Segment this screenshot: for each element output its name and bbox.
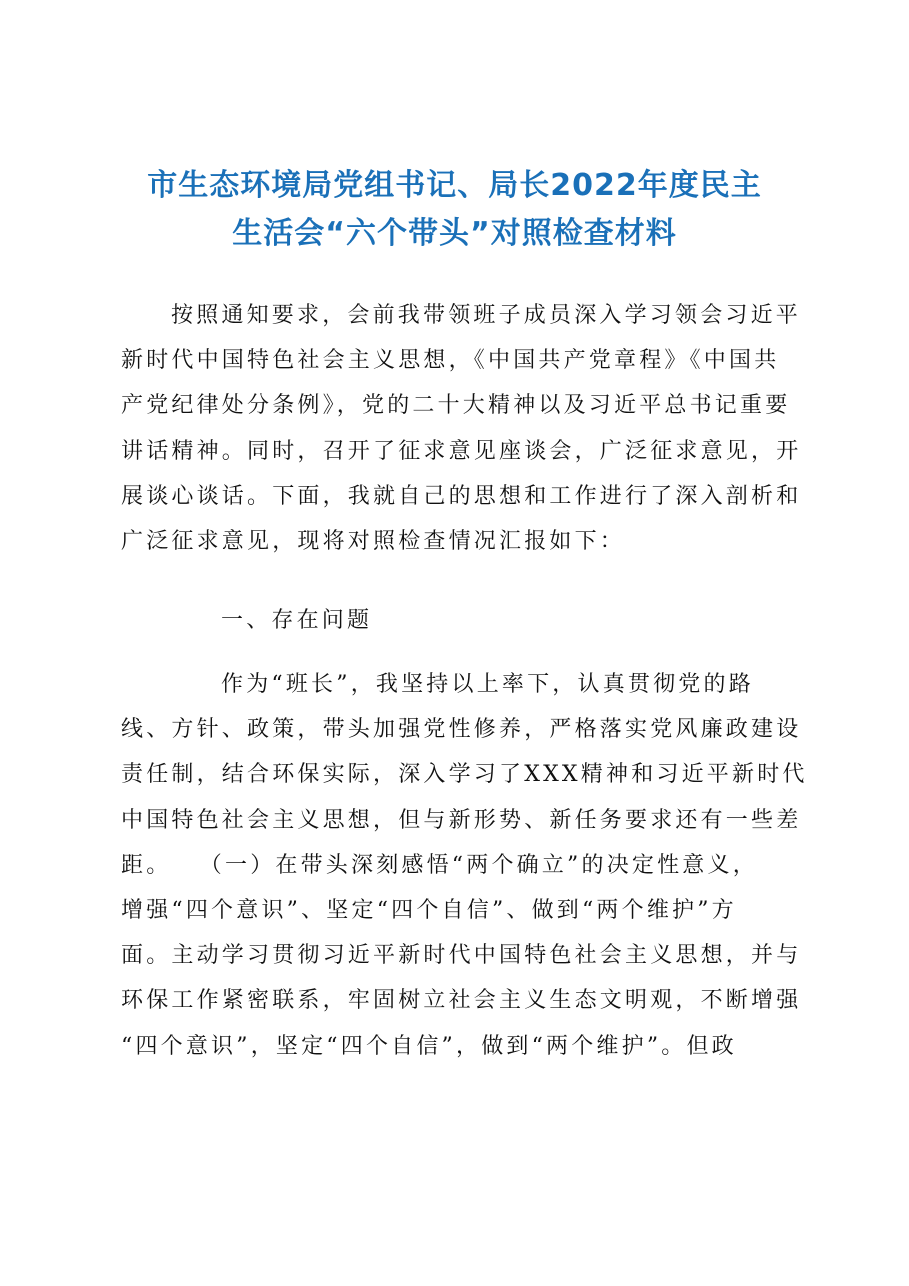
- title-line-1: 市生态环境局党组书记、局长2022年度民主: [147, 168, 762, 203]
- paragraph-line: 产党纪律处分条例》，党的二十大精神以及习近平总书记重要: [121, 393, 791, 419]
- paragraph-line: 面。主动学习贯彻习近平新时代中国特色社会主义思想，并与: [121, 943, 802, 969]
- paragraph-line: 展谈心谈话。下面，我就自己的思想和工作进行了深入剖析和: [121, 483, 802, 509]
- paragraph-line: 距。 （一）在带头深刻感悟“两个确立”的决定性意义，: [121, 852, 758, 878]
- section-heading: 一、存在问题: [221, 608, 373, 633]
- document-title: [100, 162, 809, 258]
- paragraph-line: 广泛征求意见，现将对照检查情况汇报如下：: [121, 529, 626, 555]
- paragraph-intro: [121, 293, 802, 564]
- paragraph-line: 环保工作紧密联系，牢固树立社会主义生态文明观，不断增强: [121, 988, 802, 1014]
- paragraph-line: 作为“班长”，我坚持以上率下，认真贯彻党的路: [221, 672, 754, 697]
- paragraph-line: 讲话精神。同时，召开了征求意见座谈会，广泛征求意见，开: [121, 438, 802, 464]
- paragraph-line: “四个意识”，坚定“四个自信”，做到“两个维护”。但政: [121, 1033, 737, 1059]
- paragraph-line: 中国特色社会主义思想，但与新形势、新任务要求还有一些差: [121, 807, 802, 833]
- paragraph-line: 线、方针、政策，带头加强党性修养，严格落实党风廉政建设: [121, 717, 802, 743]
- paragraph-line: 增强“四个意识”、坚定“四个自信”、做到“两个维护”方: [121, 898, 737, 924]
- paragraph-line: 责任制，结合环保实际，深入学习了XXX精神和习近平新时代: [121, 762, 808, 788]
- paragraph-line: 新时代中国特色社会主义思想，《中国共产党章程》《中国共: [121, 348, 780, 374]
- paragraph-issues: [121, 662, 808, 1069]
- title-line-2: 生活会“六个带头”对照检查材料: [232, 216, 677, 251]
- paragraph-line: 按照通知要求，会前我带领班子成员深入学习领会习近平: [171, 303, 802, 328]
